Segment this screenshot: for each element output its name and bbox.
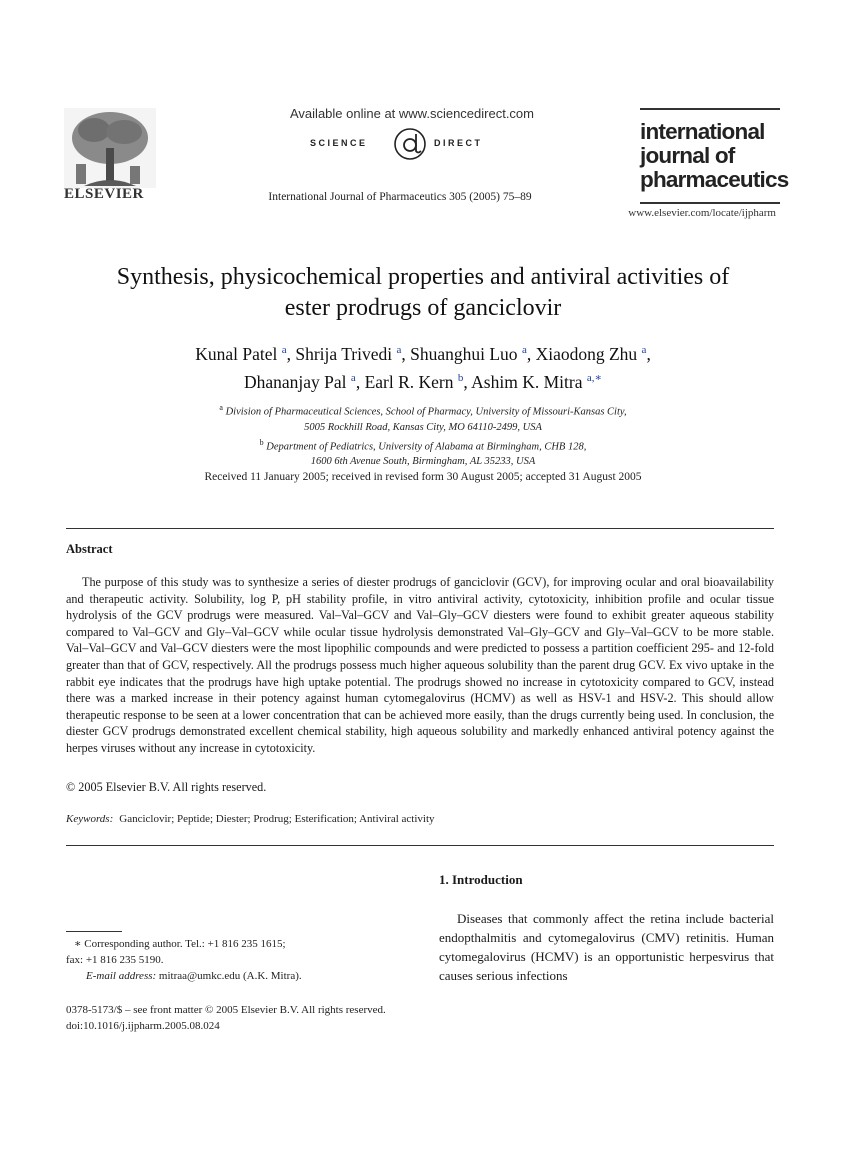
article-title bbox=[60, 262, 786, 324]
author-name: Shrija Trivedi bbox=[295, 343, 393, 364]
sciencedirect-logo[interactable] bbox=[310, 126, 520, 162]
email-label: E-mail address: bbox=[86, 970, 157, 982]
front-matter bbox=[66, 1002, 466, 1034]
received-dates: Received 11 January 2005; received in revised form 30 August 2005; accepted 31 August 2005 bbox=[204, 471, 642, 483]
journal-brand-logo bbox=[640, 108, 789, 204]
abstract-text: The purpose of this study was to synthesize a series of diester prodrugs of ganciclovir (GCV), for improving ocular and oral bioavailability and therapeutic activity. Solubility, log P, pH stability profile, in vitro antiviral activity, cytotoxicity, inhibition profile and ocular tissue hydrolysis of the GCV prodrugs were measured. Val–Val–GCV and Val–Gly–GCV diesters were found to exhibit greater aqueous stability compared to Val–GCV and Gly–Val–GCV while ocular tissue hydrolysis demonstrated Val–Gly–GCV and Gly–Val–GCV to be more stable. Val–Val–GCV and Val–GCV diesters were the most lipophilic compounds and were predicted to possess a partition coefficient 295- and 12-fold greater than that of GCV, respectively. All the prodrugs possess much higher aqueous solubility than the parent drug GCV. Ex vivo uptake in the rabbit eye indicates that the prodrugs have high uptake potential. The prodrugs showed no increase in cytotoxicity compared to GCV, instead there was a marked increase in their potency against human cytomegalovirus (HCMV) as well as HSV-1 and HSV-2. This should allow therapeutic response to be seen at a lower concentration that can be achieved more easily, than the drugs currently being used. In conclusion, the diester GCV prodrugs demonstrated excellent chemical stability, high aqueous solubility and markedly enhanced antiviral potency against the herpes viruses without any increase in cytotoxicity. bbox=[66, 575, 774, 755]
title-line-1: Synthesis, physicochemical properties and antiviral activities of bbox=[116, 264, 730, 290]
doi-link[interactable]: doi:10.1016/j.ijpharm.2005.08.024 bbox=[66, 1020, 220, 1032]
affiliation-marker: b bbox=[259, 437, 264, 447]
author-affil-link[interactable]: b bbox=[457, 371, 464, 384]
author-affil-link[interactable]: a bbox=[396, 344, 402, 356]
divider-bottom bbox=[66, 845, 774, 846]
affiliation-text: Department of Pediatrics, University of Alabama at Birmingham, CHB 128, bbox=[266, 441, 587, 452]
author-name: Xiaodong Zhu bbox=[535, 343, 638, 364]
author-separator: , bbox=[646, 343, 651, 364]
footnote-corresponding: ∗ Corresponding author. Tel.: +1 816 235 1615; bbox=[74, 938, 286, 950]
email-link[interactable]: mitraa@umkc.edu (A.K. Mitra). bbox=[158, 970, 302, 982]
affiliation-b-line-2: 1600 6th Avenue South, Birmingham, AL 35233, USA bbox=[310, 456, 536, 467]
affiliations bbox=[60, 400, 786, 469]
author-separator: , bbox=[286, 343, 296, 364]
footnote-fax: fax: +1 816 235 5190. bbox=[66, 954, 164, 966]
keywords-label: Keywords: bbox=[66, 813, 114, 825]
corresponding-footnote bbox=[66, 936, 406, 984]
author-affil-link[interactable]: a bbox=[350, 371, 356, 384]
issn-line: 0378-5173/$ – see front matter © 2005 Elsevier B.V. All rights reserved. bbox=[66, 1004, 386, 1016]
journal-url[interactable]: www.elsevier.com/locate/ijpharm bbox=[628, 207, 776, 219]
author-name: Ashim K. Mitra bbox=[471, 371, 583, 392]
author-affil-link[interactable]: a bbox=[521, 344, 527, 356]
author-separator: , bbox=[526, 343, 536, 364]
abstract-heading: Abstract bbox=[66, 542, 113, 556]
publisher-name: ELSEVIER bbox=[64, 186, 144, 202]
footnote-rule bbox=[66, 931, 122, 932]
footnote-email bbox=[66, 968, 406, 984]
author-affil-link[interactable]: a,∗ bbox=[586, 371, 602, 384]
affiliation-marker: a bbox=[219, 403, 223, 412]
author-list bbox=[60, 338, 786, 394]
abstract-copyright: © 2005 Elsevier B.V. All rights reserved. bbox=[66, 780, 267, 794]
brand-line-3: pharmaceutics bbox=[640, 167, 789, 192]
sciencedirect-right: DIRECT bbox=[434, 138, 483, 148]
brand-line-2: journal of bbox=[640, 143, 735, 168]
author-line-2 bbox=[60, 366, 786, 394]
author-separator: , bbox=[463, 371, 472, 392]
author-line-1 bbox=[60, 338, 786, 366]
sciencedirect-left: SCIENCE bbox=[310, 138, 368, 148]
affiliation-a-line-2: 5005 Rockhill Road, Kansas City, MO 64110-2499, USA bbox=[304, 421, 542, 433]
keywords-list: Ganciclovir; Peptide; Diester; Prodrug; Esterification; Antiviral activity bbox=[119, 813, 435, 825]
divider-top bbox=[66, 528, 774, 529]
keywords bbox=[66, 813, 435, 825]
author-name: Shuanghui Luo bbox=[410, 343, 518, 364]
author-affil-link[interactable]: a bbox=[281, 344, 287, 356]
affiliation-a-line-1 bbox=[60, 400, 786, 420]
author-name: Kunal Patel bbox=[195, 343, 278, 364]
available-online-text[interactable]: Available online at www.sciencedirect.com bbox=[290, 106, 534, 121]
sciencedirect-at-icon bbox=[390, 126, 430, 162]
author-name: Earl R. Kern bbox=[364, 371, 454, 392]
journal-reference: International Journal of Pharmaceutics 305 (2005) 75–89 bbox=[268, 191, 532, 203]
introduction-text: Diseases that commonly affect the retina include bacterial endopthalmitis and cytomegalovirus (CMV) retinitis. Human cytomegalovirus (HCMV) is an opportunistic herpesvirus that causes serious infections bbox=[439, 911, 774, 983]
affiliation-text: Division of Pharmaceutical Sciences, School of Pharmacy, University of Missouri-Kansas City, bbox=[225, 406, 627, 418]
author-name: Dhananjay Pal bbox=[244, 371, 347, 392]
title-line-2: ester prodrugs of ganciclovir bbox=[284, 295, 562, 321]
author-separator: , bbox=[355, 371, 365, 392]
author-affil-link[interactable]: a bbox=[641, 344, 647, 356]
affiliation-b-line-1 bbox=[60, 435, 786, 455]
introduction-heading: 1. Introduction bbox=[439, 872, 523, 887]
author-separator: , bbox=[401, 343, 411, 364]
brand-line-1: international bbox=[640, 119, 765, 144]
